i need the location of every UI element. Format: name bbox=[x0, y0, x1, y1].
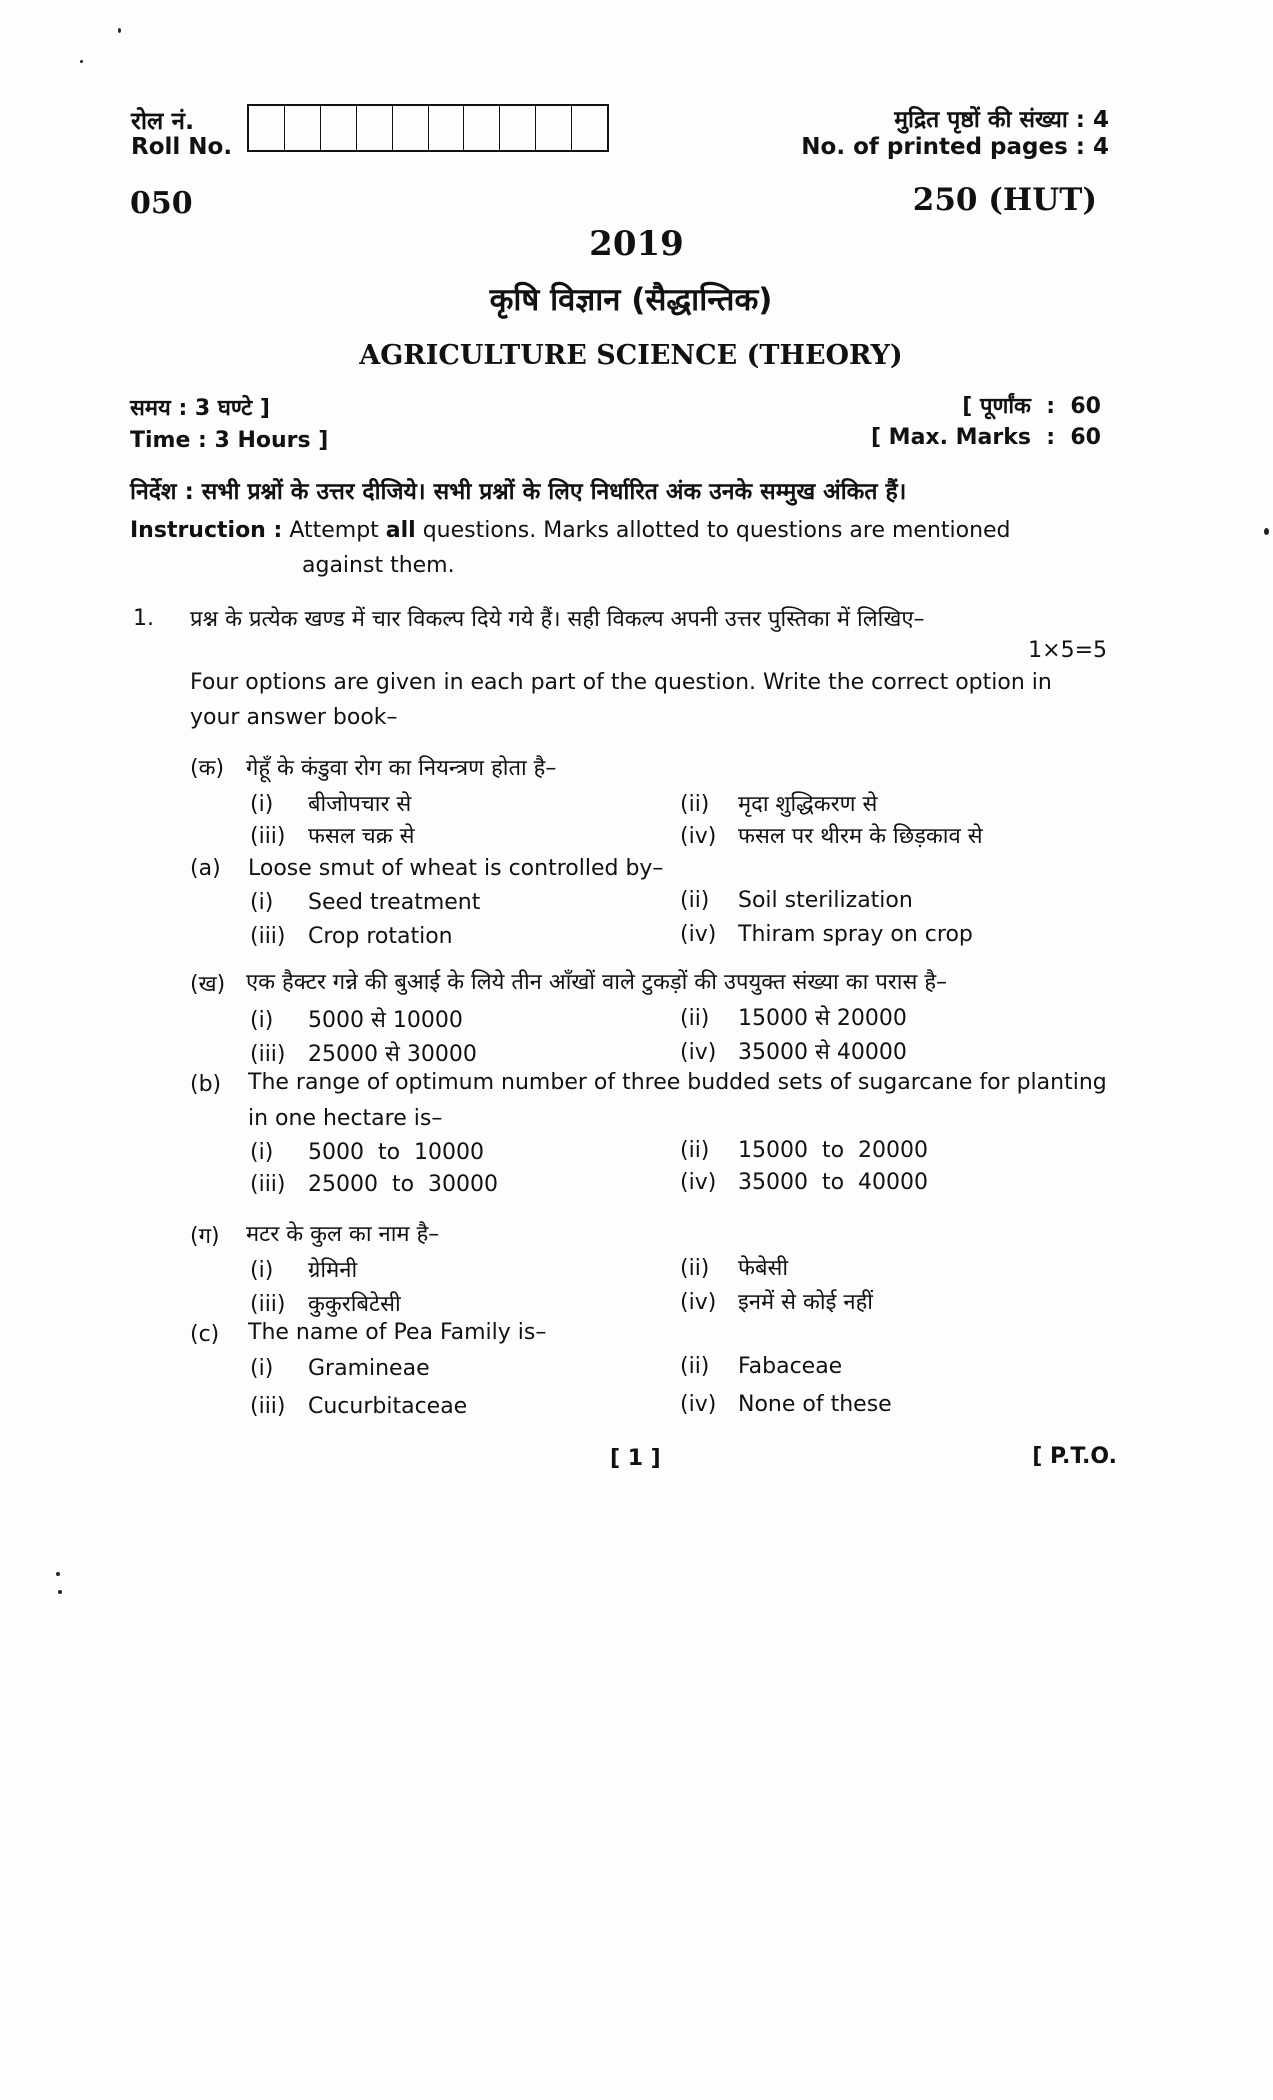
option-number: (iv) bbox=[680, 824, 717, 849]
instructions-text-bold: all bbox=[385, 518, 416, 543]
option-number: (i) bbox=[250, 1258, 274, 1283]
roll-number-label: Roll No. bbox=[131, 134, 233, 160]
part-question-line2: in one hectare is– bbox=[248, 1106, 443, 1131]
part-label: (a) bbox=[190, 856, 221, 881]
option bbox=[250, 1356, 430, 1381]
option-text: कुकुरबिटेसी bbox=[308, 1292, 401, 1317]
roll-digit-box[interactable] bbox=[536, 106, 572, 150]
part-question: एक हैक्टर गन्ने की बुआई के लिये तीन आँखों वाले टुकड़ों की उपयुक्त संख्या का परास है– bbox=[246, 970, 948, 995]
roll-digit-box[interactable] bbox=[285, 106, 321, 150]
option-text: Gramineae bbox=[308, 1356, 430, 1381]
page-number: [ 1 ] bbox=[610, 1446, 661, 1471]
option-text: Cucurbitaceae bbox=[308, 1394, 468, 1419]
option bbox=[250, 1004, 463, 1034]
time-allowed: Time : 3 Hours ] bbox=[130, 428, 329, 453]
part-question: Loose smut of wheat is controlled by– bbox=[248, 856, 664, 881]
option-number: (iii) bbox=[250, 824, 286, 849]
option-number: (iii) bbox=[250, 1042, 286, 1067]
option-text: ग्रेमिनी bbox=[308, 1258, 358, 1283]
roll-digit-box[interactable] bbox=[572, 106, 607, 150]
option-text: Fabaceae bbox=[738, 1354, 843, 1379]
roll-digit-box[interactable] bbox=[464, 106, 500, 150]
question-marks: 1×5=5 bbox=[1028, 638, 1107, 663]
option-number: (ii) bbox=[680, 888, 710, 913]
question-text-line2: your answer book– bbox=[190, 705, 398, 730]
question-number: 1. bbox=[133, 606, 154, 631]
option-number: (ii) bbox=[680, 1006, 710, 1031]
option-number: (i) bbox=[250, 1356, 274, 1381]
option bbox=[250, 924, 453, 949]
option bbox=[250, 1288, 401, 1318]
option-number: (ii) bbox=[680, 1256, 710, 1281]
part-question: The name of Pea Family is– bbox=[248, 1320, 547, 1345]
instructions-text-post: questions. Marks allotted to questions are mentioned bbox=[415, 518, 1011, 543]
scan-speck bbox=[80, 60, 83, 63]
option-text: 35000 to 40000 bbox=[738, 1170, 929, 1195]
paper-code-left: 050 bbox=[130, 186, 193, 221]
option-number: (i) bbox=[250, 1140, 274, 1165]
part-label: (c) bbox=[190, 1322, 220, 1347]
option bbox=[250, 1140, 484, 1165]
option-text: 15000 से 20000 bbox=[738, 1006, 907, 1031]
option-number: (iv) bbox=[680, 1170, 717, 1195]
option-text: मृदा शुद्धिकरण से bbox=[738, 792, 878, 817]
option-text: 5000 to 10000 bbox=[308, 1140, 485, 1165]
option bbox=[250, 1038, 477, 1068]
option-text: 25000 to 30000 bbox=[308, 1172, 499, 1197]
option-number: (iv) bbox=[680, 1040, 717, 1065]
option-number: (i) bbox=[250, 890, 274, 915]
part-label: (ख) bbox=[190, 972, 226, 997]
instructions-label: Instruction : bbox=[130, 518, 283, 543]
instructions bbox=[130, 518, 1011, 543]
subject-title-hindi: कृषि विज्ञान (सैद्धान्तिक) bbox=[489, 282, 773, 318]
option bbox=[250, 890, 480, 915]
roll-digit-box[interactable] bbox=[500, 106, 536, 150]
option-text: Soil sterilization bbox=[738, 888, 913, 913]
part-question: गेहूँ के कंडुवा रोग का नियन्त्रण होता है– bbox=[246, 756, 557, 781]
roll-number-boxes[interactable] bbox=[247, 104, 609, 152]
part-label: (b) bbox=[190, 1072, 222, 1097]
option-text: 25000 से 30000 bbox=[308, 1042, 477, 1067]
roll-digit-box[interactable] bbox=[357, 106, 393, 150]
option-number: (i) bbox=[250, 1008, 274, 1033]
printed-pages-hindi: मुद्रित पृष्ठों की संख्या : 4 bbox=[894, 107, 1109, 133]
option-text: Seed treatment bbox=[308, 890, 481, 915]
option bbox=[680, 1002, 907, 1032]
please-turn-over: [ P.T.O. bbox=[1032, 1444, 1117, 1469]
option-number: (iii) bbox=[250, 1172, 286, 1197]
part-label: (ग) bbox=[190, 1224, 220, 1249]
option bbox=[680, 820, 983, 850]
printed-pages: No. of printed pages : 4 bbox=[801, 134, 1109, 160]
part-question-line1: The range of optimum number of three budded sets of sugarcane for planting bbox=[248, 1070, 1107, 1095]
option-number: (ii) bbox=[680, 1138, 710, 1163]
option-text: Thiram spray on crop bbox=[738, 922, 973, 947]
option-number: (iv) bbox=[680, 1290, 717, 1315]
option-number: (iii) bbox=[250, 1292, 286, 1317]
roll-digit-box[interactable] bbox=[429, 106, 465, 150]
option-text: फसल पर थीरम के छिड़काव से bbox=[738, 824, 983, 849]
part-label: (क) bbox=[190, 756, 225, 781]
question-text-line1: Four options are given in each part of the question. Write the correct option in bbox=[190, 670, 1052, 695]
time-hindi: समय : 3 घण्टे ] bbox=[130, 396, 270, 421]
max-marks: [ Max. Marks : 60 bbox=[870, 425, 1101, 450]
roll-digit-box[interactable] bbox=[321, 106, 357, 150]
instructions-line2: against them. bbox=[302, 553, 455, 578]
max-marks-hindi: [ पूर्णांक : 60 bbox=[962, 394, 1101, 419]
option bbox=[250, 788, 411, 818]
option-text: 15000 to 20000 bbox=[738, 1138, 929, 1163]
option bbox=[250, 820, 414, 850]
option-text: 35000 से 40000 bbox=[738, 1040, 907, 1065]
instructions-hindi: निर्देश : सभी प्रश्नों के उत्तर दीजिये। सभी प्रश्नों के लिए निर्धारित अंक उनके सम्मुख अंकित हैं। bbox=[130, 479, 907, 505]
option-number: (iv) bbox=[680, 922, 717, 947]
option-number: (ii) bbox=[680, 1354, 710, 1379]
option-number: (iv) bbox=[680, 1392, 717, 1417]
option bbox=[680, 1170, 928, 1195]
option bbox=[250, 1172, 498, 1197]
part-question: मटर के कुल का नाम है– bbox=[246, 1222, 440, 1247]
instructions-text-pre: Attempt bbox=[289, 518, 386, 543]
option-text: None of these bbox=[738, 1392, 892, 1417]
option-text: Crop rotation bbox=[308, 924, 453, 949]
option bbox=[680, 1354, 842, 1379]
option bbox=[680, 1286, 873, 1316]
scan-speck bbox=[56, 1572, 60, 1576]
exam-year: 2019 bbox=[589, 224, 684, 264]
option-text: बीजोपचार से bbox=[308, 792, 412, 817]
option-text: 5000 से 10000 bbox=[308, 1008, 463, 1033]
option bbox=[680, 1252, 788, 1282]
option bbox=[250, 1254, 357, 1284]
option-number: (iii) bbox=[250, 924, 286, 949]
option bbox=[250, 1394, 467, 1419]
option bbox=[680, 888, 913, 913]
option-number: (ii) bbox=[680, 792, 710, 817]
option-number: (iii) bbox=[250, 1394, 286, 1419]
option bbox=[680, 788, 877, 818]
scan-speck bbox=[1264, 528, 1269, 535]
paper-code-right: 250 (HUT) bbox=[912, 182, 1097, 218]
roll-digit-box[interactable] bbox=[249, 106, 285, 150]
scan-speck bbox=[118, 28, 121, 33]
option-text: फेबेसी bbox=[738, 1256, 789, 1281]
option bbox=[680, 922, 973, 947]
question-text-hindi: प्रश्न के प्रत्येक खण्ड में चार विकल्प दिये गये हैं। सही विकल्प अपनी उत्तर पुस्तिका में लिखिए– bbox=[190, 607, 925, 632]
option bbox=[680, 1036, 907, 1066]
option-number: (i) bbox=[250, 792, 274, 817]
scan-speck bbox=[58, 1590, 62, 1594]
roll-number-label-hindi: रोल नं. bbox=[131, 107, 195, 135]
option bbox=[680, 1392, 892, 1417]
option bbox=[680, 1138, 928, 1163]
roll-digit-box[interactable] bbox=[393, 106, 429, 150]
subject-title: AGRICULTURE SCIENCE (THEORY) bbox=[359, 340, 903, 371]
option-text: इनमें से कोई नहीं bbox=[738, 1290, 874, 1315]
option-text: फसल चक्र से bbox=[308, 824, 415, 849]
